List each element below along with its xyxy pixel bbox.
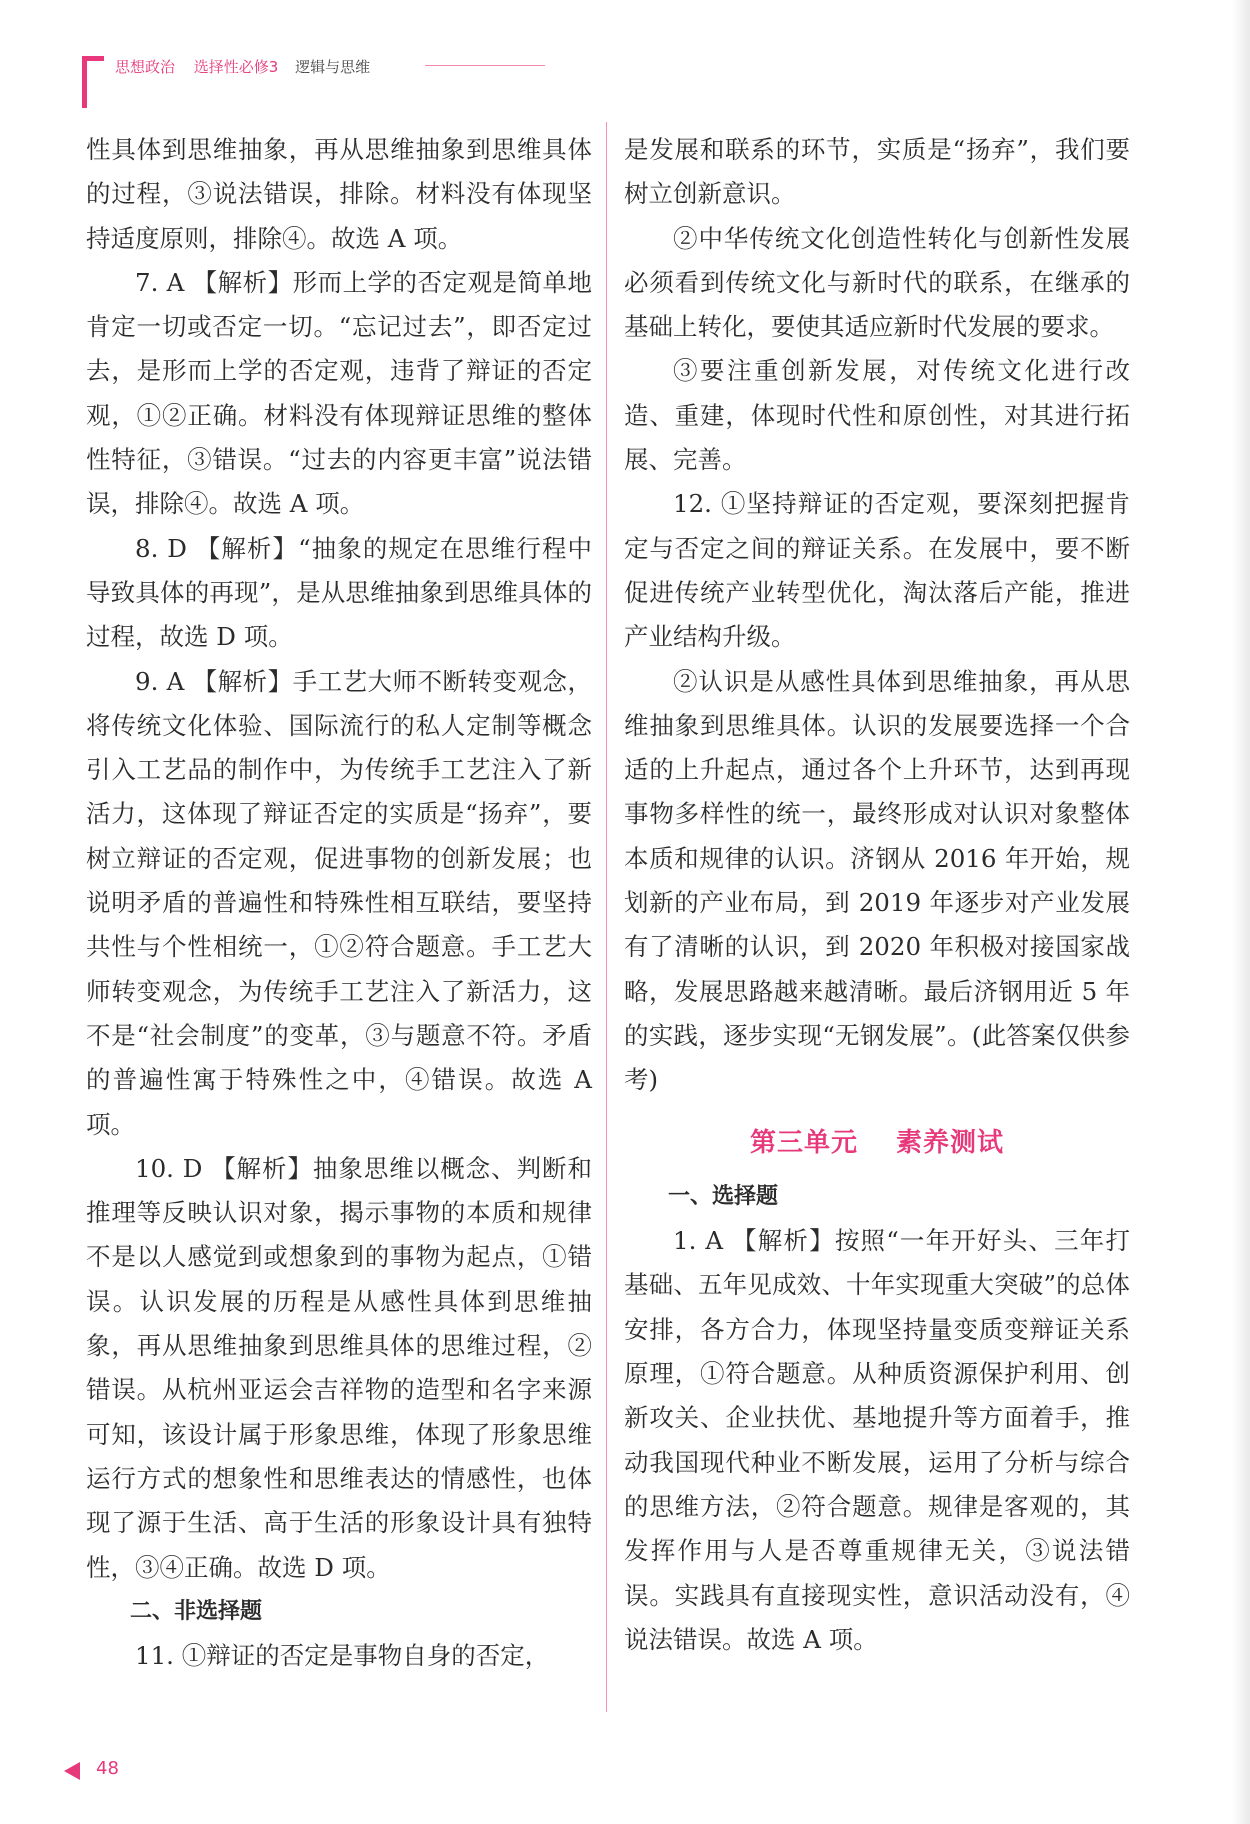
paragraph: 10. D 【解析】抽象思维以概念、判断和推理等反映认识对象，揭示事物的本质和规律不是以人感觉到或想象到的事物为起点，①错误。认识发展的历程是从感性具体到思维抽象，再从思维抽象到思维具体的思维过程，②错误。从杭州亚运会吉祥物的造型和名字来源可知，该设计属于形象思维，体现了形象思维运行方式的想象性和思维表达的情感性，也体现了源于生活、高于生活的形象设计具有独特性，③④正确。故选 D 项。 bbox=[86, 1153, 592, 1582]
paragraph: 1. A 【解析】按照“一年开好头、三年打基础、五年见成效、十年实现重大突破”的总体安排，各方合力，体现坚持量变质变辩证关系原理，①符合题意。从种质资源保护利用、创新攻关、企业扶优、基地提升等方面着手，推动我国现代种业不断发展，运用了分析与综合的思维方法，②符合题意。规律是客观的，其发挥作用与人是否尊重规律无关，③说法错误。实践具有直接现实性，意识活动没有，④说法错误。故选 A 项。 bbox=[624, 1226, 1130, 1654]
right-column bbox=[624, 128, 1130, 1662]
header-accent-bar bbox=[82, 56, 87, 108]
paragraph: 性具体到思维抽象，再从思维抽象到思维具体的过程，③说法错误，排除。材料没有体现坚持适度原则，排除④。故选 A 项。 bbox=[86, 135, 592, 253]
paragraph: 是发展和联系的环节，实质是“扬弃”，我们要树立创新意识。 bbox=[624, 135, 1130, 209]
unit-title-part1: 第三单元 bbox=[749, 1127, 858, 1158]
paragraph: 9. A 【解析】手工艺大师不断转变观念，将传统文化体验、国际流行的私人定制等概念引入工艺品的制作中，为传统手工艺注入了新活力，这体现了辩证否定的实质是“扬弃”，要树立辩证的否定观，促进事物的创新发展；也说明矛盾的普遍性和特殊性相互联结，要坚持共性与个性相统一，①②符合题意。手工艺大师转变观念，为传统手工艺注入了新活力，这不是“社会制度”的变革，③与题意不符。矛盾的普遍性寓于特殊性之中，④错误。故选 A 项。 bbox=[86, 666, 592, 1139]
paragraph: 12. ①坚持辩证的否定观，要深刻把握肯定与否定之间的辩证关系。在发展中，要不断促进传统产业转型优化，淘汰落后产能，推进产业结构升级。 bbox=[624, 489, 1130, 652]
paragraph: 8. D 【解析】“抽象的规定在思维行程中导致具体的再现”，是从思维抽象到思维具体的过程，故选 D 项。 bbox=[86, 533, 592, 652]
unit-title-part2: 素养测试 bbox=[896, 1127, 1005, 1158]
paragraph: ②认识是从感性具体到思维抽象，再从思维抽象到思维具体。认识的发展要选择一个合适的上升起点，通过各个上升环节，达到再现事物多样性的统一，最终形成对认识对象整体本质和规律的认识。济钢从 2016 年开始，规划新的产业布局，到 2019 年逐步对产业发展有了清晰的认识，到 2020 年积极对接国家战略，发展思路越来越清晰。最后济钢用近 5 年的实践，逐步实现“无钢发展”。(此答案仅供参考) bbox=[624, 666, 1130, 1095]
paragraph: 11. ①辩证的否定是事物自身的否定， bbox=[135, 1641, 550, 1671]
page-edge-shadow bbox=[1232, 0, 1250, 1824]
left-column bbox=[86, 128, 592, 1678]
page-number: 48 bbox=[96, 1758, 119, 1779]
section-heading: 二、非选择题 bbox=[130, 1598, 263, 1624]
header-subject: 思想政治 bbox=[115, 58, 176, 76]
header-rule bbox=[425, 65, 545, 66]
paragraph: ③要注重创新发展，对传统文化进行改造、重建，体现时代性和原创性，对其进行拓展、完善。 bbox=[624, 356, 1130, 475]
page-arrow-icon bbox=[64, 1762, 80, 1780]
paragraph: 7. A 【解析】形而上学的否定观是简单地肯定一切或否定一切。“忘记过去”，即否定过去，是形而上学的否定观，违背了辩证的否定观，①②正确。材料没有体现辩证思维的整体性特征，③错误。“过去的内容更丰富”说法错误，排除④。故选 A 项。 bbox=[86, 267, 592, 519]
header-book: 选择性必修3 bbox=[193, 58, 279, 76]
unit-title bbox=[624, 1121, 1130, 1165]
paragraph: ②中华传统文化创造性转化与创新性发展必须看到传统文化与新时代的联系，在继承的基础上转化，要使其适应新时代发展的要求。 bbox=[624, 223, 1130, 342]
header-title: 逻辑与思维 bbox=[295, 58, 371, 76]
section-heading: 一、选择题 bbox=[668, 1183, 779, 1209]
running-header bbox=[115, 56, 370, 77]
column-divider bbox=[606, 122, 607, 1712]
